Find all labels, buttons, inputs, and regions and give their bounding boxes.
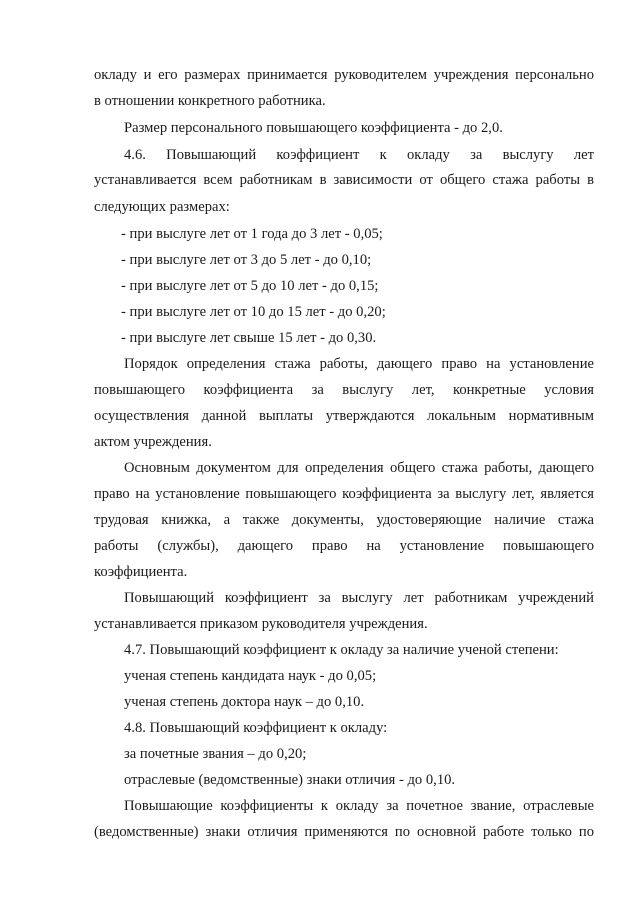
- text-line: трудовая книжка, а также документы, удостоверяющие наличие стажа: [94, 512, 594, 528]
- text-line: Основным документом для определения общего стажа работы, дающего: [124, 460, 594, 476]
- list-item: - при выслуге лет свыше 15 лет - до 0,30.: [121, 330, 377, 346]
- text-line: окладу и его размерах принимается руководителем учреждения персонально: [94, 67, 594, 83]
- text-line: Размер персонального повышающего коэффициента - до 2,0.: [124, 120, 503, 136]
- text-line: следующих размерах:: [94, 199, 230, 215]
- list-item: - при выслуге лет от 3 до 5 лет - до 0,10;: [121, 252, 372, 268]
- list-item: - при выслуге лет от 5 до 10 лет - до 0,15;: [121, 278, 379, 294]
- list-item: ученая степень доктора наук – до 0,10.: [124, 694, 365, 710]
- section-heading-4-7: 4.7. Повышающий коэффициент к окладу за наличие ученой степени:: [124, 642, 559, 658]
- text-line: повышающего коэффициента за выслугу лет, конкретные условия: [94, 382, 594, 398]
- list-item: за почетные звания – до 0,20;: [124, 746, 307, 762]
- text-line: (ведомственные) знаки отличия применяются по основной работе только по: [94, 824, 594, 840]
- section-heading-4-8: 4.8. Повышающий коэффициент к окладу:: [124, 720, 388, 736]
- text-line: устанавливается приказом руководителя учреждения.: [94, 616, 428, 632]
- list-item: - при выслуге лет от 10 до 15 лет - до 0,20;: [121, 304, 386, 320]
- text-line: осуществления данной выплаты утверждаются локальным нормативным: [94, 408, 594, 424]
- text-line: Повышающий коэффициент за выслугу лет работникам учреждений: [124, 590, 594, 606]
- list-item: отраслевые (ведомственные) знаки отличия - до 0,10.: [124, 772, 456, 788]
- text-line: Повышающие коэффициенты к окладу за почетное звание, отраслевые: [124, 798, 594, 814]
- text-line: в отношении конкретного работника.: [94, 93, 326, 109]
- text-line: право на установление повышающего коэффициента за выслугу лет, является: [94, 486, 594, 502]
- text-line: коэффициента.: [94, 564, 188, 580]
- text-line: актом учреждения.: [94, 434, 212, 450]
- section-heading-4-6: 4.6. Повышающий коэффициент к окладу за выслугу лет: [124, 147, 594, 163]
- text-line: работы (службы), дающего право на установление повышающего: [94, 538, 594, 554]
- list-item: ученая степень кандидата наук - до 0,05;: [124, 668, 377, 684]
- text-line: устанавливается всем работникам в зависимости от общего стажа работы в: [94, 172, 594, 188]
- text-line: Порядок определения стажа работы, дающего право на установление: [124, 356, 594, 372]
- list-item: - при выслуге лет от 1 года до 3 лет - 0,05;: [121, 226, 383, 242]
